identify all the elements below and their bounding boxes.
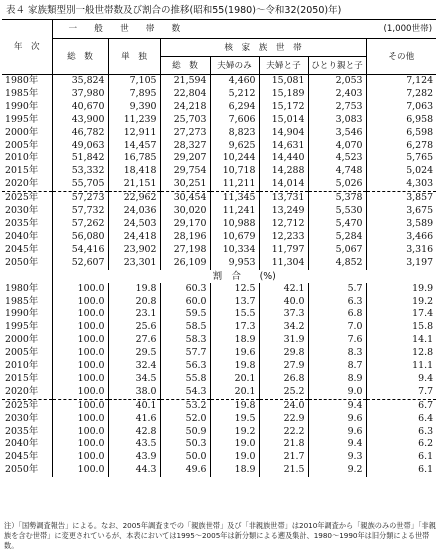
single-parent-cell: 7.6 [308,334,366,347]
year-cell: 2035年 [5,217,39,229]
nuc-total-cell: 28,327 [160,140,210,153]
couple-child-cell: 11,304 [259,257,308,270]
year-cell: 1980年 [5,282,39,294]
single-parent-cell: 4,070 [308,140,366,153]
nuc-total-cell: 29,207 [160,152,210,165]
single-parent-cell: 6.8 [308,308,366,321]
total-cell: 37,980 [52,88,108,101]
other-cell: 11.1 [366,360,436,373]
other-cell: 19.9 [366,283,436,296]
total-cell: 57,262 [52,218,108,231]
other-cell: 17.4 [366,308,436,321]
single-parent-cell: 8.9 [308,373,366,386]
total-cell: 57,732 [52,205,108,218]
single-parent-cell: 2,753 [308,101,366,114]
nuc-total-cell: 50.0 [160,451,210,464]
total-header: 総 数 [52,39,108,75]
couple-cell: 17.3 [210,321,259,334]
couple-cell: 8,823 [210,127,259,140]
single-header: 単 独 [108,39,160,75]
table-row [2,438,436,451]
other-cell: 6.1 [366,451,436,464]
other-cell: 3,466 [366,231,436,244]
couple-cell: 4,460 [210,75,259,88]
unit-label: (1,000世帯) [383,24,433,34]
nuc-total-cell: 60.0 [160,296,210,309]
couple-cell: 10,988 [210,218,259,231]
year-cell: 1995年 [5,113,39,125]
single-cell: 21,151 [108,178,160,191]
table-row [2,373,436,386]
couple-child-cell: 21.7 [259,451,308,464]
couple-child-cell: 21.5 [259,464,308,477]
table-row [2,178,436,191]
couple-child-cell: 24.0 [259,399,308,412]
couple-cell: 19.5 [210,413,259,426]
couple-cell: 11,345 [210,192,259,205]
year-cell: 2000年 [5,126,39,138]
nuc-total-cell: 30,020 [160,205,210,218]
couple-child-cell: 12,712 [259,218,308,231]
single-cell: 14,457 [108,140,160,153]
table-row [2,165,436,178]
nuc-total-cell: 57.7 [160,347,210,360]
single-cell: 19.8 [108,283,160,296]
table-row [2,127,436,140]
couple-cell: 10,679 [210,231,259,244]
single-parent-cell: 2,403 [308,88,366,101]
single-cell: 16,785 [108,152,160,165]
couple-child-cell: 13,731 [259,192,308,205]
couple-cell: 7,606 [210,114,259,127]
single-parent-cell: 9.4 [308,399,366,412]
couple-cell: 6,294 [210,101,259,114]
total-cell: 100.0 [52,413,108,426]
year-cell: 2045年 [5,243,39,255]
nuc-total-cell: 26,109 [160,257,210,270]
household-table [2,19,436,477]
table-row [2,308,436,321]
nuc-total-cell: 28,196 [160,231,210,244]
single-cell: 44.3 [108,464,160,477]
year-cell: 2020年 [5,385,39,397]
total-cell: 100.0 [52,399,108,412]
couple-child-header: 夫婦と子 [259,57,308,75]
footnote: 注）「国勢調査報告」による。なお、2005年調査までの「親族世帯」及び「非親族世帯」は2010年調査から「親族のみの世帯」「非親族を含む世帯」に変更されているが、本表においては1995～2005年は新分類による遡及集計、1980～1990年は旧分類による世帯数。 [4,521,436,550]
nuc-total-cell: 29,754 [160,165,210,178]
total-cell: 100.0 [52,464,108,477]
single-parent-cell: 9.4 [308,438,366,451]
single-parent-cell: 9.0 [308,386,366,399]
single-parent-cell: 7.0 [308,321,366,334]
couple-cell: 19.6 [210,347,259,360]
other-cell: 3,316 [366,244,436,257]
other-cell: 6,278 [366,140,436,153]
table-row [2,244,436,257]
couple-cell: 9,953 [210,257,259,270]
year-cell: 2010年 [5,360,39,372]
couple-cell: 19.8 [210,399,259,412]
ippan-header [52,20,436,39]
table-row [2,464,436,477]
nuc-total-cell: 52.0 [160,413,210,426]
table-row [2,347,436,360]
single-parent-cell: 4,852 [308,257,366,270]
table-row [2,321,436,334]
single-cell: 20.8 [108,296,160,309]
other-cell: 12.8 [366,347,436,360]
year-cell: 2030年 [5,412,39,424]
year-cell: 2010年 [5,152,39,164]
year-cell: 1985年 [5,87,39,99]
other-header: その他 [366,39,436,75]
single-cell: 32.4 [108,360,160,373]
couple-cell: 19.2 [210,426,259,439]
couple-cell: 19.0 [210,438,259,451]
couple-child-cell: 15,081 [259,75,308,88]
single-cell: 24,036 [108,205,160,218]
year-cell: 2005年 [5,347,39,359]
single-cell: 12,911 [108,127,160,140]
single-parent-cell: 6.3 [308,296,366,309]
year-cell: 2020年 [5,178,39,190]
single-parent-cell: 8.7 [308,360,366,373]
single-cell: 11,239 [108,114,160,127]
other-cell: 14.1 [366,334,436,347]
total-cell: 100.0 [52,438,108,451]
nuc-total-cell: 50.3 [160,438,210,451]
year-cell: 1980年 [5,75,39,86]
other-cell: 6,958 [366,114,436,127]
total-cell: 100.0 [52,283,108,296]
nuc-total-cell: 27,198 [160,244,210,257]
total-cell: 43,900 [52,114,108,127]
single-cell: 24,418 [108,231,160,244]
couple-child-cell: 15,172 [259,101,308,114]
couple-cell: 20.1 [210,373,259,386]
nuc-total-cell: 21,594 [160,75,210,88]
year-cell: 2000年 [5,334,39,346]
table-row [2,296,436,309]
single-cell: 40.1 [108,399,160,412]
total-cell: 52,607 [52,257,108,270]
couple-cell: 10,718 [210,165,259,178]
other-cell: 7,124 [366,75,436,88]
other-cell: 3,589 [366,218,436,231]
table-title: 表４ 家族類型別一般世帯数及び割合の推移(昭和55(1980)～令和32(2050)年) [6,5,342,16]
couple-child-cell: 14,288 [259,165,308,178]
couple-child-cell: 25.2 [259,386,308,399]
nuc-total-cell: 49.6 [160,464,210,477]
couple-child-cell: 34.2 [259,321,308,334]
single-cell: 43.9 [108,451,160,464]
total-cell: 56,080 [52,231,108,244]
other-cell: 5,765 [366,152,436,165]
table-row [2,231,436,244]
single-cell: 38.0 [108,386,160,399]
nuc-total-cell: 56.3 [160,360,210,373]
table-row [2,426,436,439]
other-cell: 7,282 [366,88,436,101]
nuc-total-cell: 59.5 [160,308,210,321]
total-cell: 100.0 [52,296,108,309]
other-cell: 5,024 [366,165,436,178]
nuclear-total-header: 総 数 [160,57,210,75]
year-cell: 2030年 [5,205,39,217]
couple-cell: 19.0 [210,451,259,464]
couple-child-cell: 42.1 [259,283,308,296]
nuclear-header: 核 家 族 世 帯 [160,39,366,57]
couple-child-cell: 15,189 [259,88,308,101]
other-cell: 3,857 [366,192,436,205]
single-parent-cell: 9.6 [308,413,366,426]
single-cell: 29.5 [108,347,160,360]
couple-child-cell: 13,249 [259,205,308,218]
single-cell: 42.8 [108,426,160,439]
couple-cell: 12.5 [210,283,259,296]
table-row [2,88,436,101]
single-parent-cell: 9.6 [308,426,366,439]
table-row [2,360,436,373]
nuc-total-cell: 50.9 [160,426,210,439]
other-cell: 6.4 [366,413,436,426]
couple-cell: 10,334 [210,244,259,257]
year-column-header: 年 次 [2,20,52,75]
table-row [2,334,436,347]
table-row [2,152,436,165]
total-cell: 100.0 [52,373,108,386]
nuc-total-cell: 24,218 [160,101,210,114]
couple-cell: 15.5 [210,308,259,321]
couple-cell: 20.1 [210,386,259,399]
couple-cell: 5,212 [210,88,259,101]
single-parent-cell: 5,067 [308,244,366,257]
total-cell: 100.0 [52,347,108,360]
total-cell: 46,782 [52,127,108,140]
nuc-total-cell: 58.5 [160,321,210,334]
nuc-total-cell: 30,251 [160,178,210,191]
couple-cell: 11,211 [210,178,259,191]
table-body [2,75,436,478]
year-cell: 2005年 [5,139,39,151]
year-cell: 1995年 [5,321,39,333]
table-row [2,114,436,127]
single-cell: 23,301 [108,257,160,270]
other-cell: 7,063 [366,101,436,114]
table-row [2,101,436,114]
year-cell: 2015年 [5,372,39,384]
nuc-total-cell: 22,804 [160,88,210,101]
total-cell: 100.0 [52,386,108,399]
single-parent-cell: 3,546 [308,127,366,140]
other-cell: 9.4 [366,373,436,386]
other-cell: 15.8 [366,321,436,334]
single-cell: 34.5 [108,373,160,386]
single-parent-cell: 3,083 [308,114,366,127]
couple-child-cell: 15,014 [259,114,308,127]
year-cell: 2050年 [5,256,39,268]
table-row [2,451,436,464]
couple-cell: 9,625 [210,140,259,153]
single-cell: 23.1 [108,308,160,321]
couple-child-cell: 27.9 [259,360,308,373]
single-parent-cell: 4,523 [308,152,366,165]
year-cell: 2015年 [5,165,39,177]
single-cell: 22,962 [108,192,160,205]
total-cell: 100.0 [52,451,108,464]
other-cell: 6.2 [366,438,436,451]
total-cell: 53,332 [52,165,108,178]
single-cell: 27.6 [108,334,160,347]
other-cell: 19.2 [366,296,436,309]
total-cell: 40,670 [52,101,108,114]
year-cell: 2040年 [5,438,39,450]
nuc-total-cell: 55.8 [160,373,210,386]
year-cell: 2025年 [2,192,52,205]
single-parent-cell: 5,530 [308,205,366,218]
couple-cell: 11,241 [210,205,259,218]
single-cell: 43.5 [108,438,160,451]
total-cell: 100.0 [52,334,108,347]
table-row [2,386,436,399]
single-parent-cell: 5,378 [308,192,366,205]
single-cell: 7,895 [108,88,160,101]
single-cell: 23,902 [108,244,160,257]
single-parent-cell: 5,470 [308,218,366,231]
single-parent-cell: 9.2 [308,464,366,477]
total-cell: 100.0 [52,308,108,321]
nuc-total-cell: 54.3 [160,386,210,399]
nuc-total-cell: 27,273 [160,127,210,140]
single-cell: 25.6 [108,321,160,334]
other-cell: 6,598 [366,127,436,140]
single-parent-cell: 9.3 [308,451,366,464]
couple-cell: 19.8 [210,360,259,373]
couple-child-cell: 14,014 [259,178,308,191]
couple-cell: 13.7 [210,296,259,309]
total-cell: 100.0 [52,321,108,334]
nuc-total-cell: 58.3 [160,334,210,347]
table-row [2,413,436,426]
year-cell: 1985年 [5,295,39,307]
single-parent-cell: 5.7 [308,283,366,296]
other-cell: 6.7 [366,399,436,412]
nuc-total-cell: 30,454 [160,192,210,205]
couple-child-cell: 21.8 [259,438,308,451]
total-cell: 49,063 [52,140,108,153]
couple-cell: 10,244 [210,152,259,165]
year-cell: 2040年 [5,230,39,242]
year-cell: 1990年 [5,308,39,320]
couple-child-cell: 37.3 [259,308,308,321]
table-row [2,75,436,88]
total-cell: 35,824 [52,75,108,88]
couple-child-cell: 22.2 [259,426,308,439]
single-cell: 9,390 [108,101,160,114]
single-parent-cell: 8.3 [308,347,366,360]
other-cell: 3,675 [366,205,436,218]
couple-child-cell: 40.0 [259,296,308,309]
couple-child-cell: 14,631 [259,140,308,153]
other-cell: 6.3 [366,426,436,439]
single-parent-cell: 5,284 [308,231,366,244]
year-cell: 2045年 [5,451,39,463]
couple-child-cell: 11,797 [259,244,308,257]
single-cell: 24,503 [108,218,160,231]
single-cell: 18,418 [108,165,160,178]
percent-section-row [2,270,436,283]
ippan-label: 一 般 世 帯 数 [68,24,181,34]
total-cell: 100.0 [52,360,108,373]
total-cell: 51,842 [52,152,108,165]
couple-header: 夫婦のみ [210,57,259,75]
other-cell: 7.7 [366,386,436,399]
nuc-total-cell: 29,170 [160,218,210,231]
couple-child-cell: 14,904 [259,127,308,140]
total-cell: 100.0 [52,426,108,439]
table-row [2,283,436,296]
table-row [2,192,436,205]
couple-child-cell: 29.8 [259,347,308,360]
table-row [2,257,436,270]
percent-section-title: 割 合 (%) [52,270,436,283]
year-cell: 2025年 [2,399,52,412]
nuc-total-cell: 60.3 [160,283,210,296]
couple-child-cell: 22.9 [259,413,308,426]
single-parent-label: ひとり親と子 [311,60,363,71]
single-parent-cell: 2,053 [308,75,366,88]
single-cell: 41.6 [108,413,160,426]
couple-child-cell: 26.8 [259,373,308,386]
couple-child-cell: 31.9 [259,334,308,347]
table-row [2,399,436,412]
total-cell: 57,273 [52,192,108,205]
single-parent-cell: 5,026 [308,178,366,191]
single-parent-cell: 4,748 [308,165,366,178]
total-cell: 55,705 [52,178,108,191]
other-cell: 3,197 [366,257,436,270]
percent-spacer [2,270,52,283]
other-cell: 6.1 [366,464,436,477]
table-row [2,140,436,153]
other-cell: 4,303 [366,178,436,191]
couple-cell: 18.9 [210,464,259,477]
couple-child-cell: 12,233 [259,231,308,244]
nuc-total-cell: 53.2 [160,399,210,412]
year-cell: 1990年 [5,100,39,112]
single-cell: 7,105 [108,75,160,88]
table-row [2,205,436,218]
year-cell: 2035年 [5,425,39,437]
table-row [2,218,436,231]
couple-cell: 18.9 [210,334,259,347]
single-parent-header [308,57,366,75]
total-cell: 54,416 [52,244,108,257]
year-cell: 2050年 [5,464,39,476]
couple-child-cell: 14,440 [259,152,308,165]
nuc-total-cell: 25,703 [160,114,210,127]
